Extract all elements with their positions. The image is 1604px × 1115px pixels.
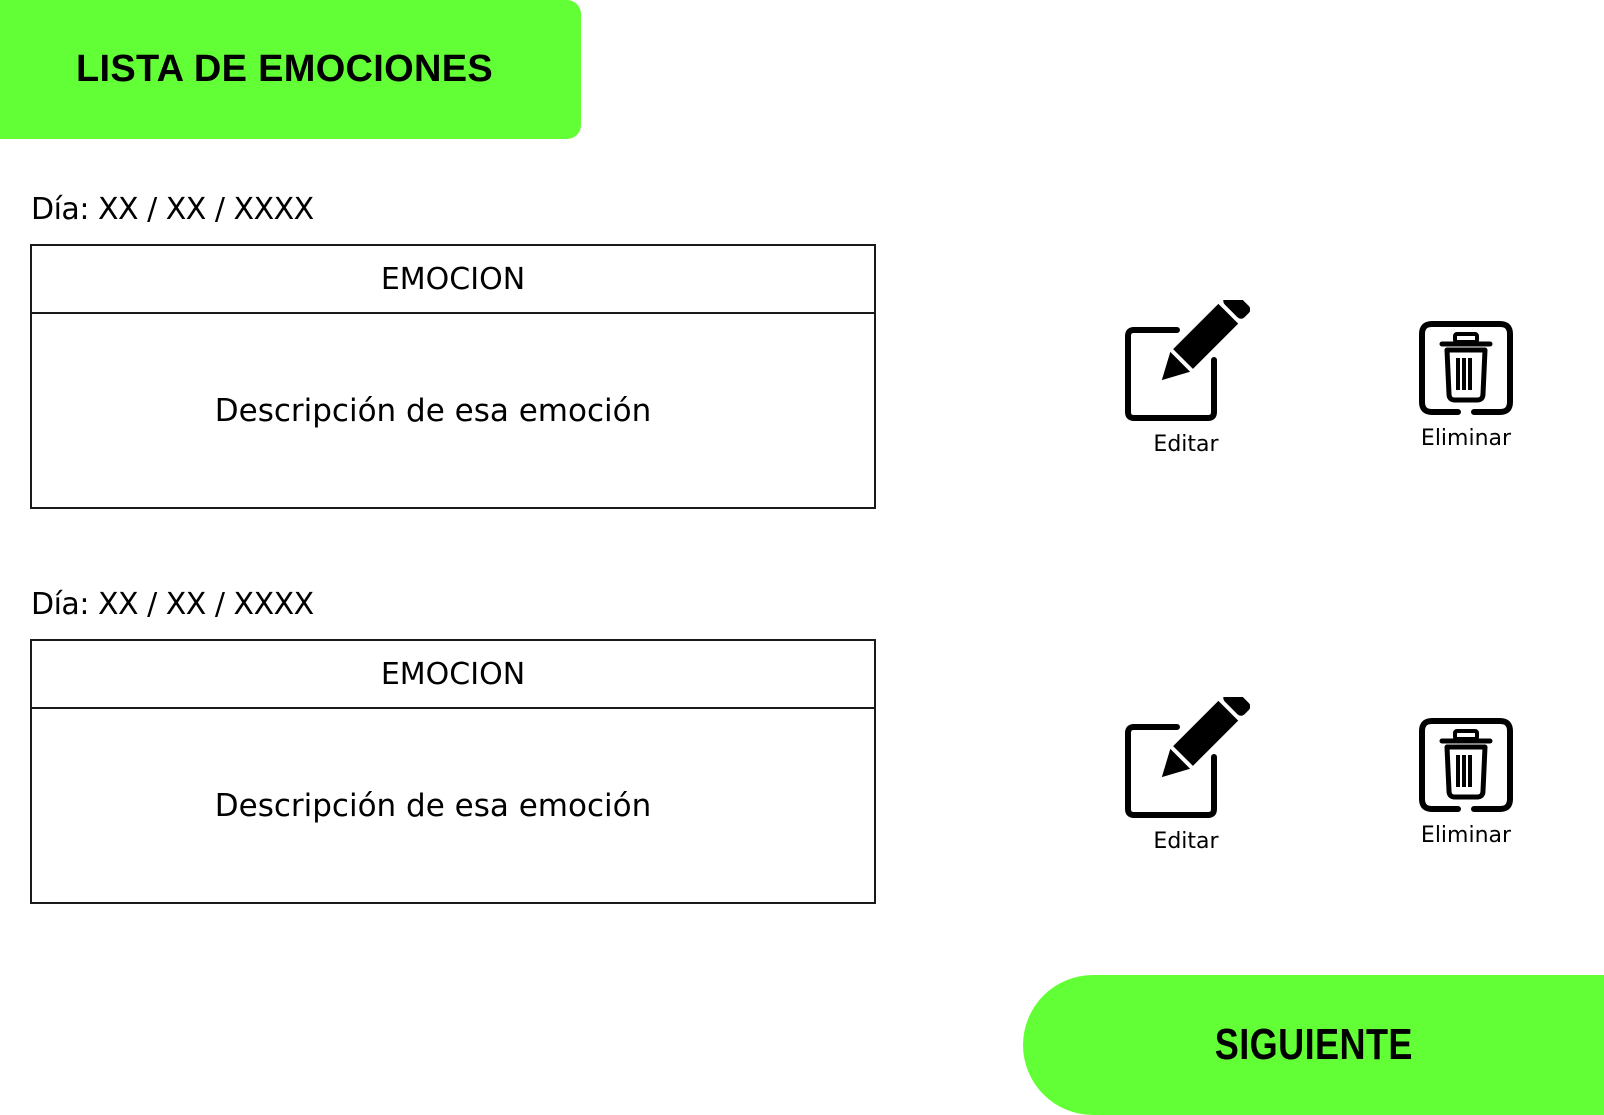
next-button[interactable] — [1023, 975, 1604, 1115]
edit-button[interactable] — [1122, 300, 1250, 457]
delete-button[interactable] — [1418, 320, 1514, 451]
delete-button[interactable] — [1418, 717, 1514, 848]
emotion-description: Descripción de esa emoción — [214, 787, 652, 824]
edit-button[interactable] — [1122, 697, 1250, 854]
emotion-name: EMOCION — [32, 641, 874, 709]
page-title-banner — [0, 0, 581, 139]
edit-icon — [1122, 697, 1250, 819]
trash-icon — [1418, 320, 1514, 416]
delete-label: Eliminar — [1420, 426, 1512, 451]
edit-label: Editar — [1153, 432, 1219, 457]
delete-label: Eliminar — [1420, 823, 1512, 848]
edit-label: Editar — [1153, 829, 1219, 854]
edit-icon — [1122, 300, 1250, 422]
entry-card — [30, 244, 876, 509]
entry-date: Día: XX / XX / XXXX — [31, 192, 314, 227]
next-button-label: SIGUIENTE — [1214, 1020, 1413, 1069]
trash-icon — [1418, 717, 1514, 813]
entry-card — [30, 639, 876, 904]
emotion-description: Descripción de esa emoción — [214, 392, 652, 429]
entry-date: Día: XX / XX / XXXX — [31, 587, 314, 622]
emotion-name: EMOCION — [32, 246, 874, 314]
page-title: LISTA DE EMOCIONES — [75, 48, 494, 90]
